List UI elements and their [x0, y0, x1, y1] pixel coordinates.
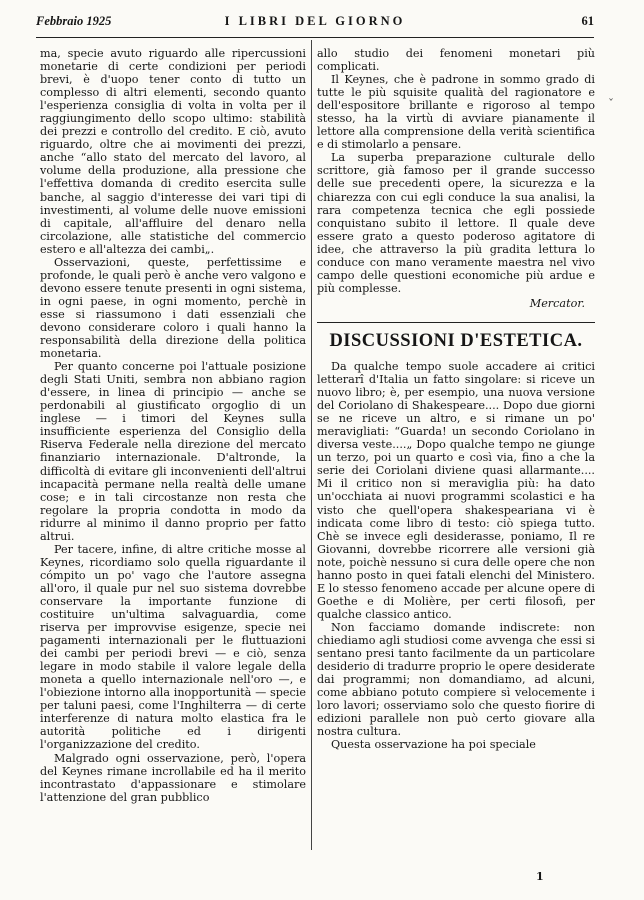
section-title: DISCUSSIONI D'ESTETICA. — [329, 330, 583, 351]
paragraph: Per quanto concerne poi l'attuale posizione degli Stati Uniti, sembra non abbiano ragion d'essere, in linea di principio — anche se perdonabili al giustificato orgoglio di un inglese — i timori del Keynes sulla insufficiente esperienza del Consiglio della Riserva Federale nella direzione del mercato finanziario internazionale. D'altronde, la difficoltà di evitare gli inconvenienti dell'altrui incapacità permane nella realtà delle umane cose; e in tali circostanze non resta che regolare la propria condotta in modo da ridurre al minimo il danno proprio per fatto altrui. — [40, 360, 306, 543]
paragraph: Questa osservazione ha poi speciale — [331, 738, 536, 752]
running-header — [36, 14, 594, 34]
issue-date: Febbraio 1925 — [36, 14, 112, 28]
right-column — [317, 47, 595, 751]
header-rule — [36, 37, 594, 38]
left-column — [40, 47, 306, 804]
margin-mark-icon: ˇ — [608, 97, 614, 111]
author-signature: Mercator. — [529, 296, 585, 310]
paragraph: allo studio dei fenomeni monetari più complicati. — [317, 47, 595, 74]
paragraph: Non facciamo domande indiscrete: non chiediamo agli studiosi come avvenga che essi si sentano presi tanto facilmente da un particolare desiderio di tradurre proprio le opere desiderate dai programmi; non domandiamo, ad alcuni, come abbiano potuto compiere sì velocemente i loro lavori; osserviamo solo che questo fiorire di edizioni parallele non può certo giovare alla nostra cultura. — [317, 620, 595, 739]
paragraph: Malgrado ogni osservazione, però, l'opera del Keynes rimane incrollabile ed ha il merito incontrastato d'appassionare e stimolare l'attenzione del gran pubblico — [40, 751, 306, 804]
journal-title: I LIBRI DEL GIORNO — [224, 14, 406, 28]
paragraph: Il Keynes, che è padrone in sommo grado di tutte le più squisite qualità del ragionatore e dell'espositore brillante e rigoroso al tempo stesso, ha la virtù di avviare pianamente il lettore alla comprensione della verità scientifica e di stimolarlo a pensare. — [317, 73, 595, 152]
column-divider — [311, 40, 312, 850]
paragraph: Per tacere, infine, di altre critiche mosse al Keynes, ricordiamo solo quella riguardante il cómpito un po' vago che l'autore assegna all'oro, il quale pur nel suo sistema dovrebbe conservare la importante funzione di costituire un'ultima salvaguardia, come riserva per improvvise esigenze, specie nei pagamenti internazionali per le fluttuazioni dei cambi per periodi brevi — e ciò, senza legare in modo stabile il valore legale della moneta a quello internazionale nell'oro —, e l'obiezione intorno alla inopportunità — specie per taluni paesi, come l'Inghilterra — di certe interferenze di natura molto elastica fra le autorità politiche ed i dirigenti l'organizzazione del credito. — [40, 542, 306, 752]
paragraph: Da qualche tempo suole accadere ai critici letterarî d'Italia un fatto singolare: si riceve un nuovo libro; è, per esempio, una nuova versione del Coriolano di Shakespeare.... Dopo due giorni se ne riceve un altro, e si rimane un po' meravigliati: “Guarda! un secondo Coriolano in diversa veste....„ Dopo qualche tempo ne giunge un terzo, poi un quarto e così via, fino a che la serie dei Coriolani diviene quasi allarmante.... Mi il critico non si meraviglia più: ha dato un'occhiata ai nuovi programmi scolastici e ha visto che quell'opera shakespeariana vi è indicata come libro di testo: ciò spiega tutto. Chè se invece egli desiderasse, poniamo, Il re Giovanni, dovrebbe ricorrere alle versioni già note, poichè nessuno si cura delle opere che non hanno posto in quei fatali elenchi del Ministero. E lo stesso fenomeno accade per alcune opere di Goethe e di Molière, per certi filosofi, per qualche classico antico. — [317, 359, 595, 621]
paragraph: ma, specie avuto riguardo alle ripercussioni monetarie di certe condizioni per periodi brevi, è d'uopo tener conto di tutto un complesso di altri elementi, secondo quanto l'esperienza consiglia di volta in volta per il raggiungimento dello scopo ultimo: stabilità dei prezzi e controllo del credito. E ciò, avuto riguardo, oltre che ai movimenti dei prezzi, anche “allo stato del mercato del lavoro, al volume della produzione, alla pressione che l'effettiva domanda di credito esercita sulle banche, al saggio d'interesse dei vari tipi di investimenti, al volume delle nuove emissioni di capitale, all'affluire del denaro nella circolazione, alle statistiche del commercio estero e all'altezza dei cambi„. — [40, 47, 306, 256]
signature-mark: 1 — [536, 870, 544, 883]
section-rule — [317, 322, 595, 323]
page-number: 61 — [581, 14, 594, 28]
paragraph: Osservazioni, queste, perfettissime e profonde, le quali però è anche vero valgono e devono essere tenute presenti in ogni sistema, in ogni paese, in ogni momento, perchè in esse si riassumono i dati essenziali che devono considerare coloro i quali hanno la responsabilità della direzione della politica monetaria. — [40, 255, 306, 361]
paragraph: La superba preparazione culturale dello scrittore, già famoso per il grande successo delle sue precedenti opere, la sicurezza e la chiarezza con cui egli conduce la sua analisi, la rara competenza tecnica che egli possiede conquistano subito il lettore. Il quale deve essere grato a questo poderoso agitatore di idee, che attraverso la più gradita lettura lo conduce con mano veramente maestra nel vivo campo delle questioni economiche più ardue e più complesse. — [317, 151, 595, 295]
